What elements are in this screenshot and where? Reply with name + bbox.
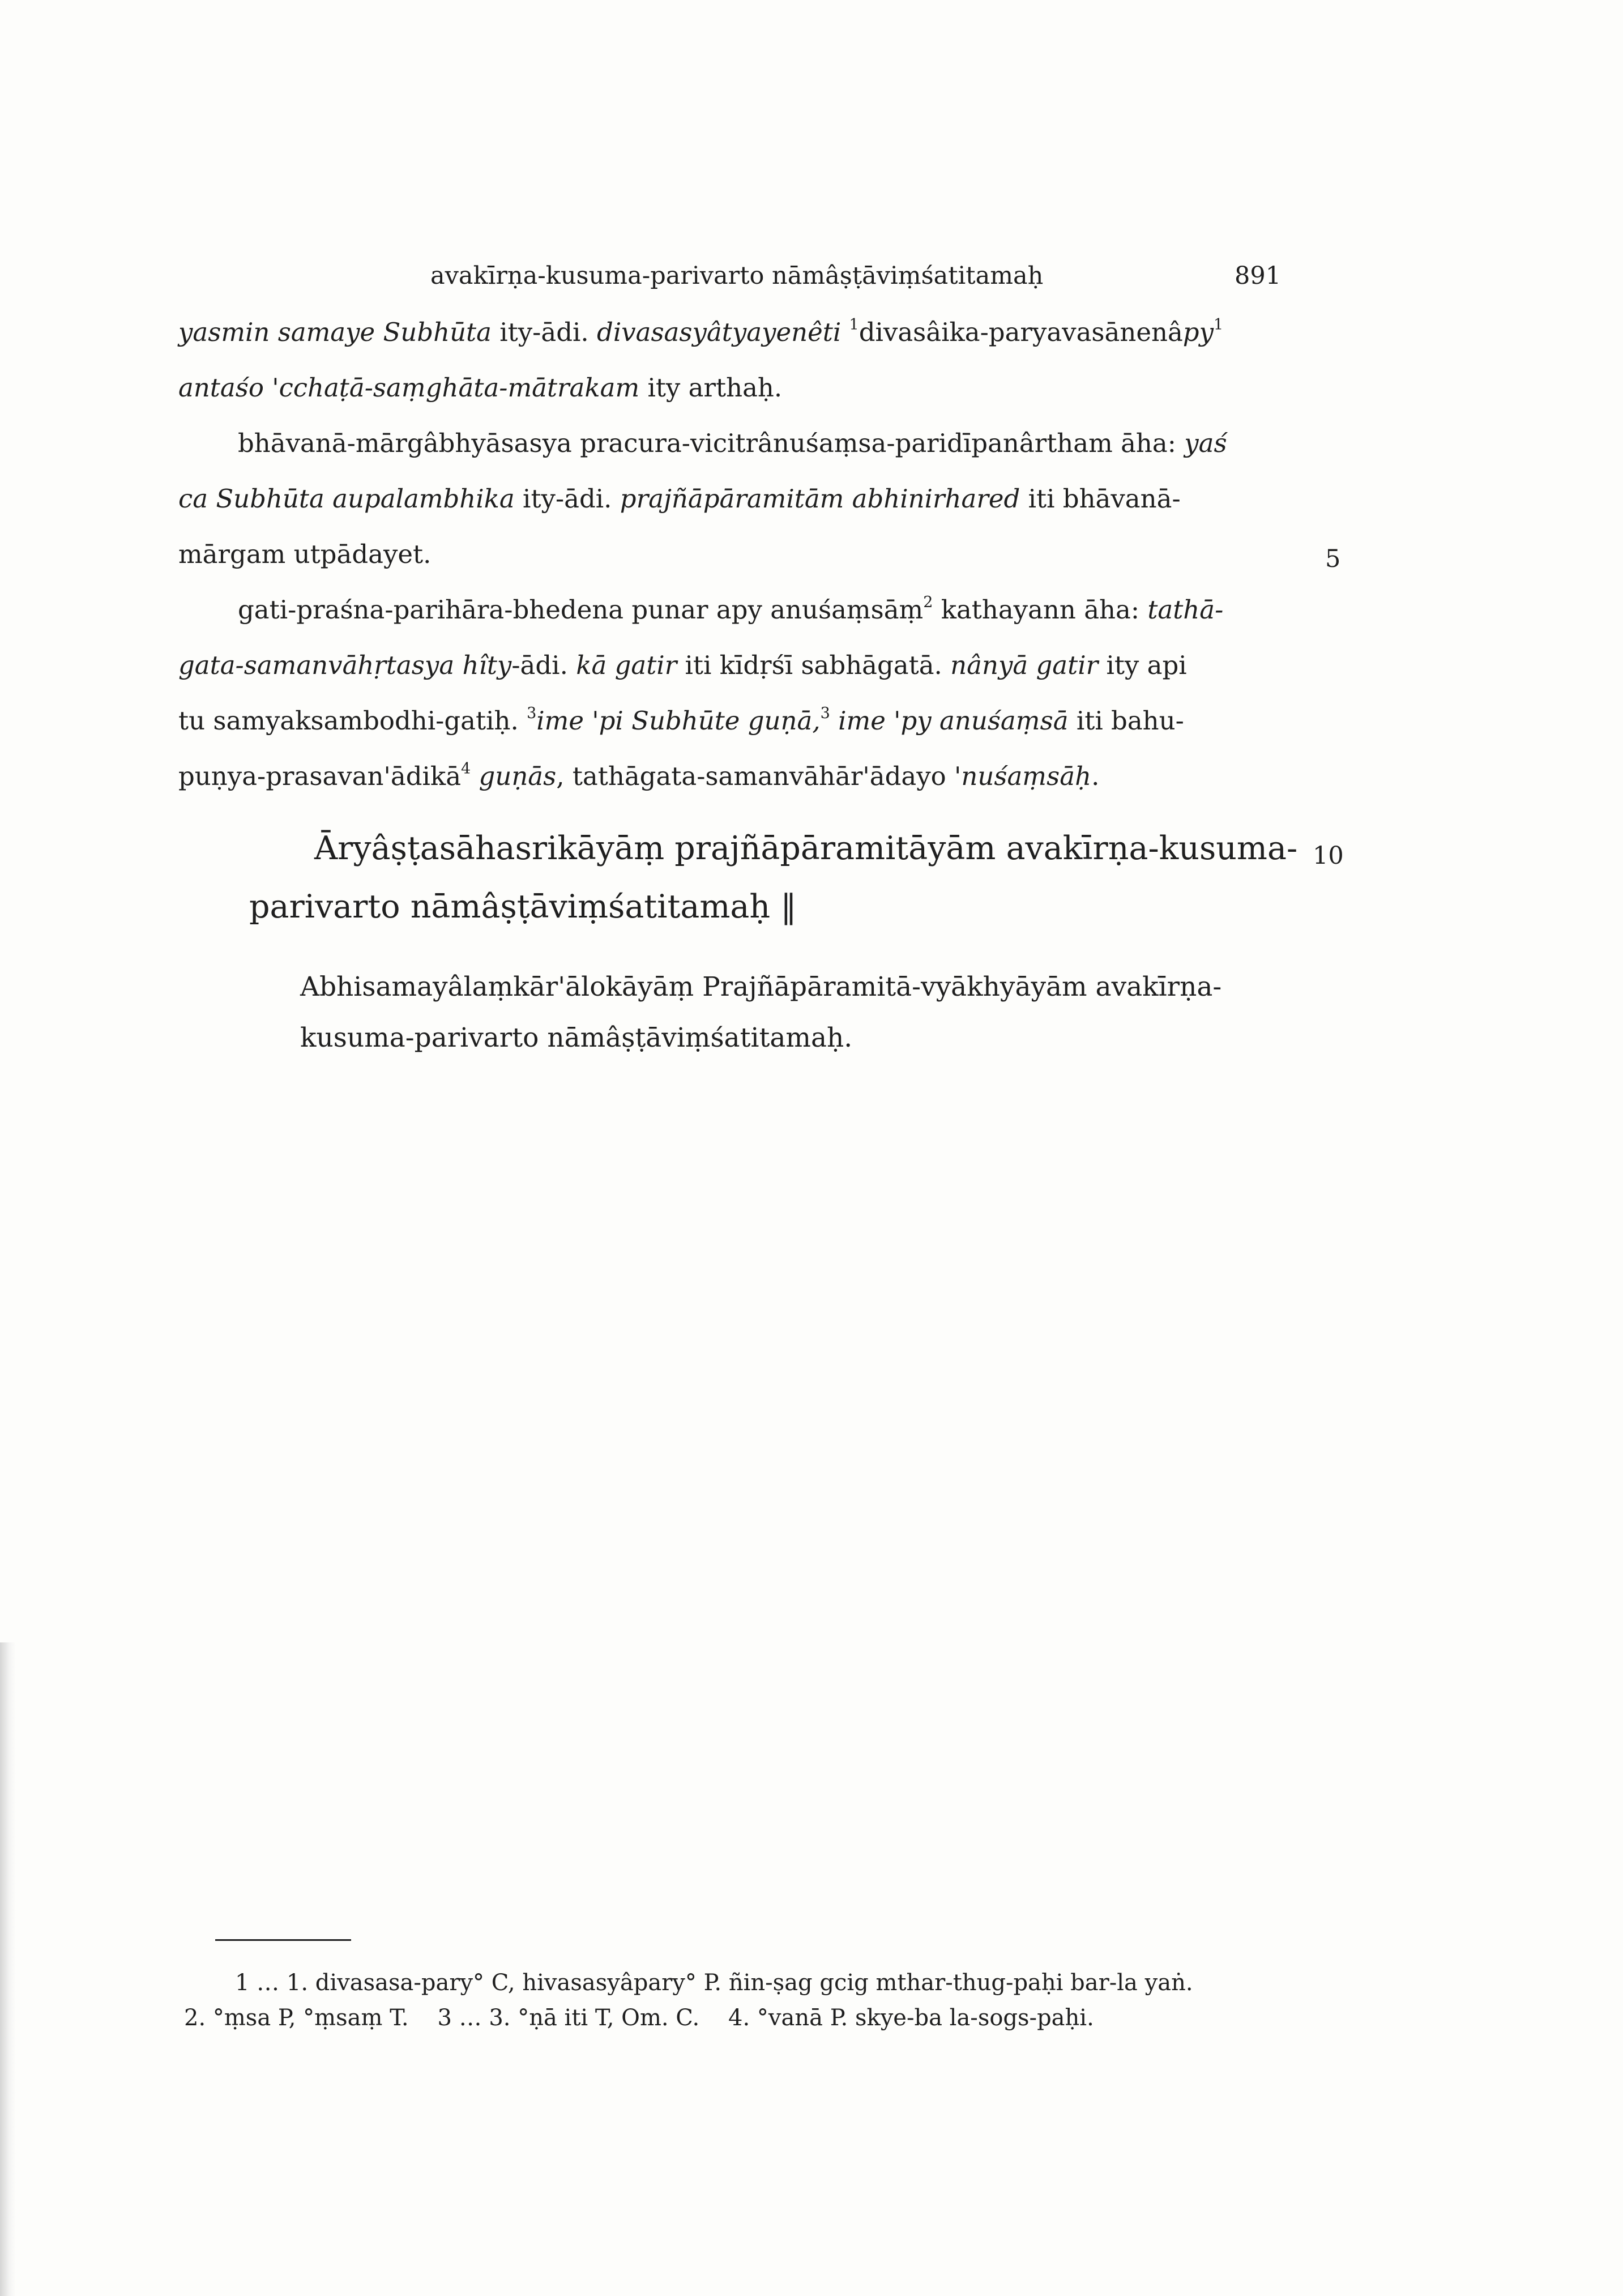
line-number-10: 10	[1313, 842, 1344, 870]
chapter-colophon-line: parivarto nāmâṣṭāviṃśatitamaḥ ‖	[249, 888, 797, 925]
text-line: gati-praśna-parihāra-bhedena punar apy anuśaṃsāṃ$^2$ kathayann āha: tathā-	[238, 593, 1224, 625]
text-line: bhāvanā-mārgâbhyāsasya pracura-vicitrânuśaṃsa-paridīpanârtham āha: yaś	[238, 428, 1227, 458]
text-line: puṇya-prasavan'ādikā$^4$ guṇās, tathāgata-samanvāhār'ādayo 'nuśaṃsāḥ.	[178, 759, 1100, 791]
running-head: avakīrṇa-kusuma-parivarto nāmâṣṭāviṃśatitamaḥ	[430, 262, 1044, 290]
text-line: tu samyaksambodhi-gatiḥ. $^3$ime 'pi Subhūte guṇā,$^3$ ime 'py anuśaṃsā iti bahu-	[178, 704, 1184, 736]
footnote-line: 2. °ṃsa P, °ṃsaṃ T. 3 … 3. °ṇā iti T, Om. C. 4. °vanā P. skye-ba la-sogs-paḥi.	[184, 2005, 1094, 2031]
text-line: gata-samanvāhṛtasya hîty-ādi. kā gatir iti kīdṛśī sabhāgatā. nânyā gatir ity api	[178, 650, 1187, 680]
line-number-5: 5	[1325, 545, 1341, 573]
text-line: ca Subhūta aupalambhika ity-ādi. prajñāpāramitām abhinirhared iti bhāvanā-	[178, 484, 1181, 514]
text-line: mārgam utpādayet.	[178, 539, 432, 569]
chapter-colophon-line: Āryâṣṭasāhasrikāyāṃ prajñāpāramitāyām avakīrṇa-kusuma-	[314, 830, 1298, 867]
commentary-colophon-line: kusuma-parivarto nāmâṣṭāviṃśatitamaḥ.	[300, 1022, 853, 1053]
binding-shadow	[0, 1642, 16, 2296]
text-line: yasmin samaye Subhūta ity-ādi. divasasyâtyayenêti $^1$divasâika-paryavasānenâpy$^1$	[178, 315, 1224, 347]
footnote-line: 1 … 1. divasasa-pary° C, hivasasyâpary° P. ñin-ṣag gcig mthar-thug-paḥi bar-la yaṅ.	[235, 1970, 1193, 1996]
page-number: 891	[1235, 262, 1282, 290]
text-line: antaśo 'cchaṭā-saṃghāta-mātrakam ity arthaḥ.	[178, 373, 783, 403]
commentary-colophon-line: Abhisamayâlaṃkār'ālokāyāṃ Prajñāpāramitā-vyākhyāyām avakīrṇa-	[300, 971, 1222, 1002]
footnote-separator	[215, 1939, 351, 1941]
